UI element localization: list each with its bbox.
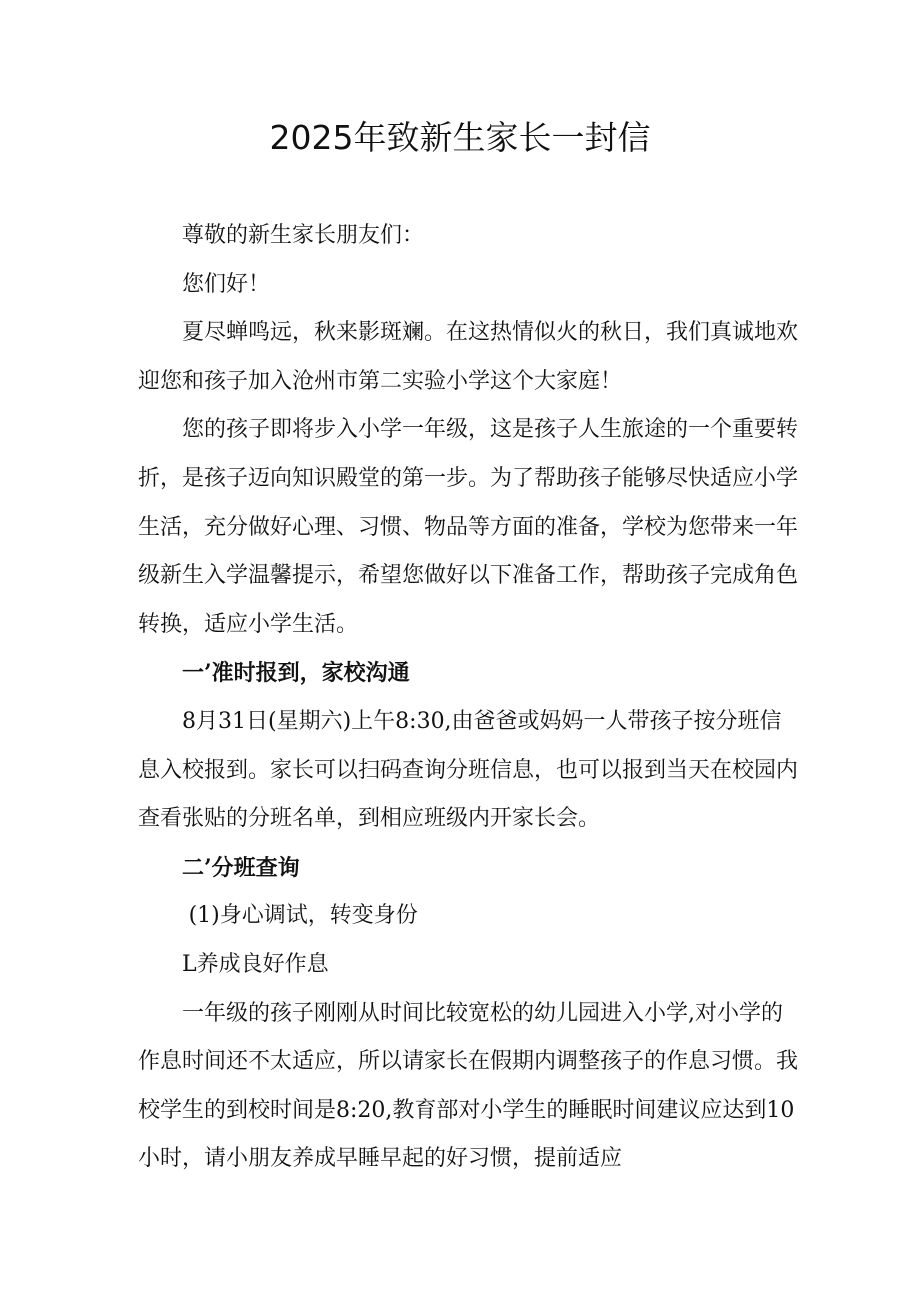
intro-paragraph-1: 夏尽蝉鸣远，秋来影斑斓。在这热情似火的秋日，我们真诚地欢迎您和孩子加入沧州市第二实验小学这个大家庭！ xyxy=(138,320,799,394)
greeting: 您们好！ xyxy=(182,271,271,297)
salutation: 尊敬的新生家长朋友们： xyxy=(182,223,425,248)
section-paragraph-2: 一年级的孩子刚刚从时间比较宽松的幼儿园进入小学,对小学的作息时间还不太适应，所以请家长在假期内调整孩子的作息习惯。我校学生的到校时间是8:20,教育部对小学生的睡眠时间建议应达到10小时，请小朋友养成早睡早起的好习惯，提前适应 xyxy=(138,1000,799,1172)
section-heading-1: 一’准时报到，家校沟通 xyxy=(182,660,410,687)
document-title: 2025年致新生家长一封信 xyxy=(269,118,651,157)
intro-paragraph-2: 您的孩子即将步入小学一年级，这是孩子人生旅途的一个重要转折，是孩子迈向知识殿堂的第一步。为了帮助孩子能够尽快适应小学生活，充分做好心理、习惯、物品等方面的准备，学校为您带来一年级新生入学温馨提示，希望您做好以下准备工作，帮助孩子完成角色转换，适应小学生活。 xyxy=(138,417,799,637)
section-paragraph-1: 8月31日(星期六)上午8:30,由爸爸或妈妈一人带孩子按分班信息入校报到。家长可以扫码查询分班信息，也可以报到当天在校园内查看张贴的分班名单，到相应班级内开家长会。 xyxy=(138,708,799,832)
list-item-1: L养成良好作息 xyxy=(182,951,329,977)
subsection-heading-1: (1)身心调试，转变身份 xyxy=(188,903,418,929)
section-heading-2: 二’分班查询 xyxy=(182,854,300,881)
document-body xyxy=(138,212,798,1184)
